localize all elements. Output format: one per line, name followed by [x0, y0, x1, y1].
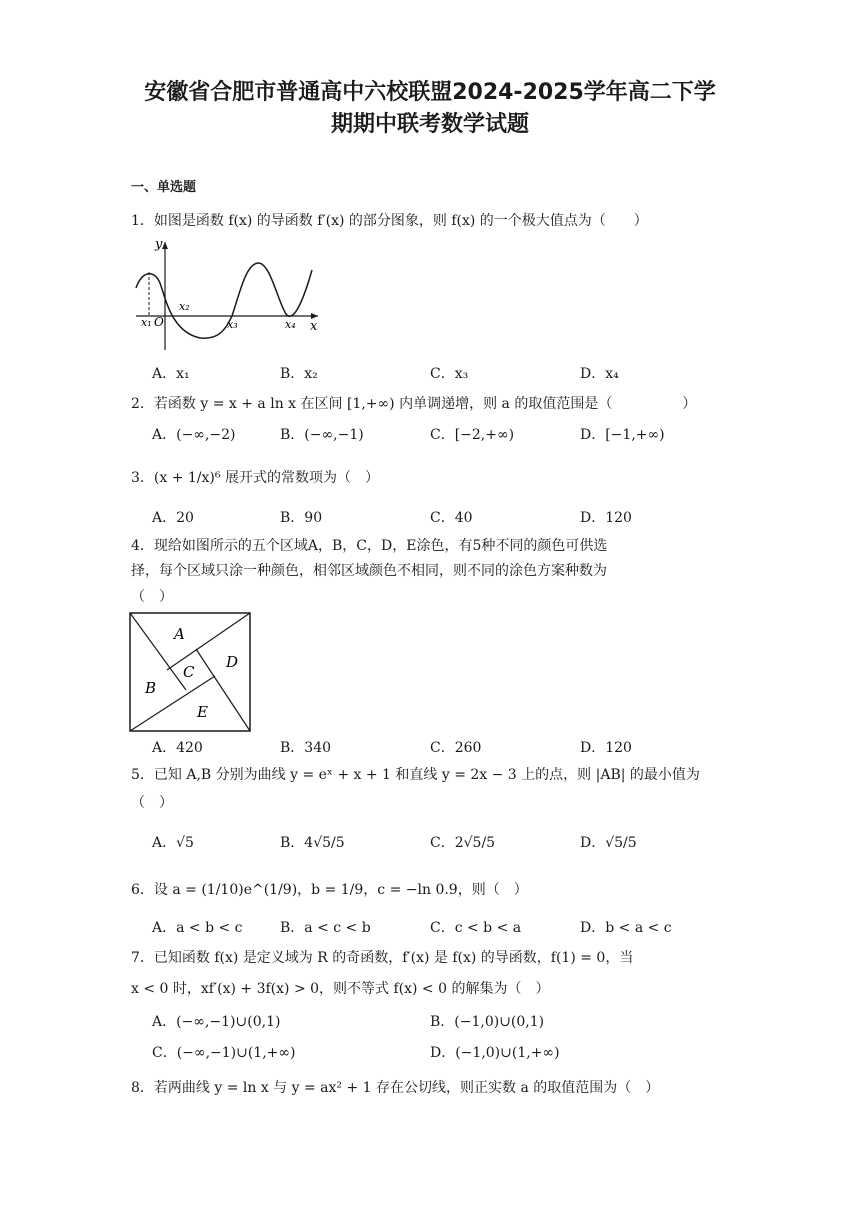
q1-graph-x3-label: x₃ — [227, 318, 238, 331]
q2-option-b: B．(−∞,−1) — [280, 427, 364, 443]
q1-graph-origin-label: O — [154, 315, 164, 329]
q3-option-a: A．20 — [152, 510, 194, 526]
q6-text: 6．设 a = (1/10)e^(1/9)，b = 1/9，c = −ln 0.9，则（ ） — [131, 882, 528, 898]
q4-region-a: A — [174, 625, 185, 643]
q8-text: 8．若两曲线 y = ln x 与 y = ax² + 1 存在公切线，则正实数 a 的取值范围为（ ） — [131, 1080, 660, 1096]
q4-region-e: E — [197, 703, 208, 721]
q5-option-b: B．4√5/5 — [280, 835, 345, 851]
q1-option-d: D．x₄ — [580, 366, 619, 382]
q4-region-c: C — [183, 663, 195, 681]
q5-option-a: A．√5 — [152, 835, 194, 851]
q4-option-c: C．260 — [430, 740, 482, 756]
q1-graph-x2-label: x₂ — [179, 300, 190, 313]
q6-option-d: D．b < a < c — [580, 920, 672, 936]
q7-text-line1: 7．已知函数 f(x) 是定义域为 R 的奇函数，f′(x) 是 f(x) 的导函数，f(1) = 0，当 — [131, 950, 634, 966]
doc-title-line1: 安徽省合肥市普通高中六校联盟2024-2025学年高二下学 — [144, 80, 716, 105]
q5-option-d: D．√5/5 — [580, 835, 637, 851]
q7-option-d: D．(−1,0)∪(1,+∞) — [430, 1045, 560, 1061]
q4-region-diagram — [128, 611, 252, 733]
q5-text-line1: 5．已知 A,B 分别为曲线 y = eˣ + x + 1 和直线 y = 2x − 3 上的点，则 |AB| 的最小值为 — [131, 767, 700, 783]
q1-option-a: A．x₁ — [152, 366, 190, 382]
q3-text: 3．(x + 1/x)⁶ 展开式的常数项为（ ） — [131, 470, 379, 486]
q1-derivative-graph — [128, 236, 328, 356]
q1-text: 1．如图是函数 f(x) 的导函数 f′(x) 的部分图象，则 f(x) 的一个极大值点为（ ） — [131, 213, 648, 229]
q4-region-d: D — [226, 653, 239, 671]
q2-text: 2．若函数 y = x + a ln x 在区间 [1,+∞) 内单调递增，则 a 的取值范围是（ ） — [131, 396, 697, 412]
q6-option-a: A．a < b < c — [152, 920, 243, 936]
q2-option-d: D．[−1,+∞) — [580, 427, 665, 443]
q4-region-b: B — [145, 679, 157, 697]
q7-option-c: C．(−∞,−1)∪(1,+∞) — [152, 1045, 296, 1061]
q5-option-c: C．2√5/5 — [430, 835, 496, 851]
q2-option-c: C．[−2,+∞) — [430, 427, 515, 443]
q2-option-a: A．(−∞,−2) — [152, 427, 236, 443]
q7-text-line2: x < 0 时，xf′(x) + 3f(x) > 0，则不等式 f(x) < 0 的解集为（ ） — [131, 981, 550, 997]
q3-option-c: C．40 — [430, 510, 473, 526]
q1-option-c: C．x₃ — [430, 366, 469, 382]
q1-graph-x-label: x — [310, 319, 318, 334]
q4-text-line1: 4．现给如图所示的五个区域A，B，C，D，E涂色，有5种不同的颜色可供选 — [131, 538, 608, 554]
q4-option-a: A．420 — [152, 740, 203, 756]
section-heading: 一、单选题 — [131, 180, 197, 195]
q4-option-b: B．340 — [280, 740, 332, 756]
q4-option-d: D．120 — [580, 740, 632, 756]
q1-graph-y-label: y — [155, 237, 163, 252]
q1-option-b: B．x₂ — [280, 366, 318, 382]
q4-text-line3: （ ） — [131, 589, 173, 605]
q7-option-a: A．(−∞,−1)∪(0,1) — [152, 1014, 281, 1030]
q1-graph-x4-label: x₄ — [285, 318, 296, 331]
q3-option-b: B．90 — [280, 510, 323, 526]
q4-text-line2: 择，每个区域只涂一种颜色，相邻区域颜色不相同，则不同的涂色方案种数为 — [131, 563, 607, 579]
q5-text-line2: （ ） — [131, 795, 173, 811]
q7-option-b: B．(−1,0)∪(0,1) — [430, 1014, 545, 1030]
q1-graph-x1-label: x₁ — [141, 316, 152, 329]
q3-option-d: D．120 — [580, 510, 632, 526]
q6-option-c: C．c < b < a — [430, 920, 522, 936]
doc-title-line2: 期期中联考数学试题 — [330, 112, 529, 137]
q6-option-b: B．a < c < b — [280, 920, 371, 936]
